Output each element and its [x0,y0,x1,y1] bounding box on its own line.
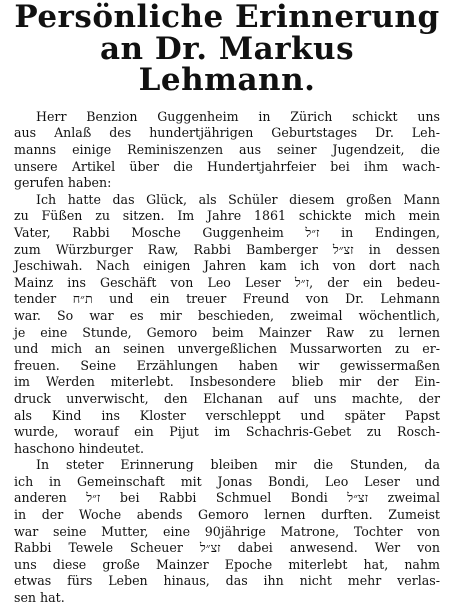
text-line: tender ת״ח und ein treuer Freund von Dr. Lehmann [14,291,440,307]
text-line: Jeschiwah. Nach einigen Jahren kam ich von dort nach [14,258,440,274]
text-line: und mich an seinen unvergeßlichen Mussarworten zu er- [14,341,440,357]
text-line: anderen ז״ל bei Rabbi Schmuel Bondi זצ״ל zweimal [14,490,440,506]
text-line: ich in Gemeinschaft mit Jonas Bondi, Leo Leser und [14,473,440,489]
text-line: zum Würzburger Raw, Rabbi Bamberger זצ״ל in dessen [14,241,441,257]
text-line: etwas fürs Leben hinaus, das ihn nicht mehr verlas- [14,573,440,589]
text-line: Mainz ins Geschäft von Leo Leser ז״ל, der ein bedeu- [14,274,440,290]
title-line-1: Persönliche Erinnerung [14,0,440,35]
text-line: zu Füßen zu sitzen. Im Jahre 1861 schickte mich mein [14,208,440,224]
article-title [14,2,440,97]
text-line: druck unverwischt, den Elchanan auf uns machte, der [14,390,440,406]
paragraph [14,109,440,192]
text-line: unsere Artikel über die Hundertjahrfeier bei ihm wach- [14,158,440,174]
text-line: haschono hindeutet. [14,440,144,456]
text-line: wurde, worauf ein Pijut im Schachris-Gebet zu Rosch- [14,424,440,440]
text-line: als Kind ins Kloster verschleppt und später Papst [14,407,440,423]
text-line: aus Anlaß des hundertjährigen Geburtstages Dr. Leh- [14,125,440,141]
text-line: sen hat. [14,590,65,606]
text-line: war. So war es mir beschieden, zweimal wöchentlich, [14,307,440,323]
paragraph [14,457,440,606]
text-line: im Werden miterlebt. Insbesondere blieb mir der Ein- [14,374,440,390]
text-line: je eine Stunde, Gemoro beim Mainzer Raw zu lernen [14,324,440,340]
text-line: Vater, Rabbi Mosche Guggenheim ז״ל in Endingen, [14,224,441,240]
title-line-2: an Dr. Markus Lehmann. [99,30,355,99]
article-body [14,109,440,607]
text-line: Rabbi Tewele Scheuer זצ״ל dabei anwesend. Wer von [14,540,440,556]
text-line: gerufen haben: [14,175,112,191]
text-line: Ich hatte das Glück, als Schüler diesem großen Mann [36,191,440,207]
paragraph [14,192,440,458]
text-line: In steter Erinnerung bleiben mir die Stunden, da [36,457,440,473]
text-line: war seine Mutter, eine 90jährige Matrone, Tochter von [14,523,440,539]
text-line: uns diese große Mainzer Epoche miterlebt hat, nahm [14,556,440,572]
text-line: Herr Benzion Guggenheim in Zürich schickt uns [36,108,440,124]
text-line: in der Woche abends Gemoro lernen durften. Zumeist [14,507,440,523]
text-line: freuen. Seine Erzählungen haben wir gewissermaßen [14,357,440,373]
text-line: manns einige Reminiszenzen aus seiner Jugendzeit, die [14,142,440,158]
